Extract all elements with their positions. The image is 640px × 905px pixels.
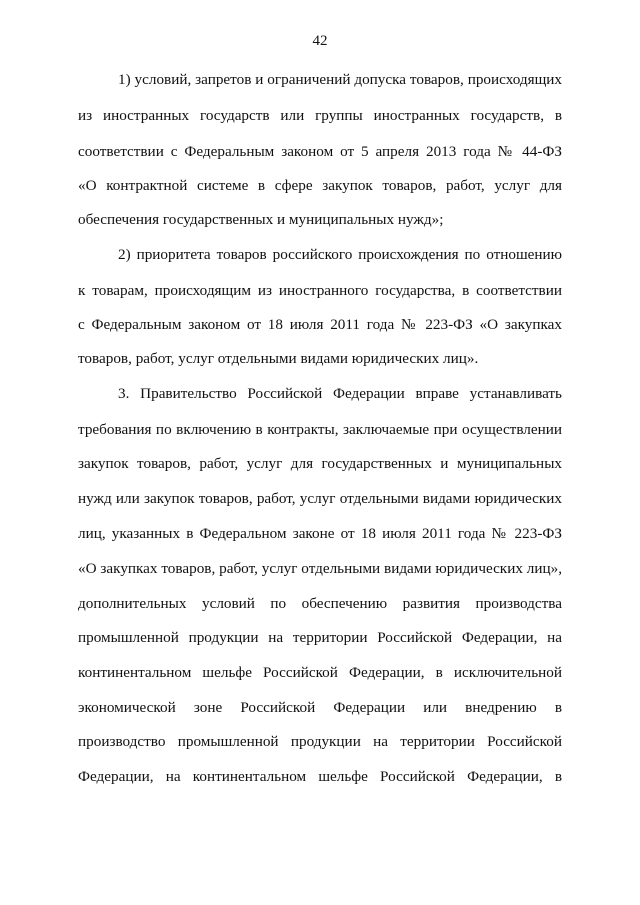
paragraph-1-line-1: 1) условий, запретов и ограничений допуска товаров, происходящих (118, 71, 562, 88)
paragraph-2-line-2: к товарам, происходящим из иностранного государства, в соответствии (78, 282, 562, 299)
paragraph-3-line-3: закупок товаров, работ, услуг для государственных и муниципальных (78, 455, 562, 472)
paragraph-2-line-3: с Федеральным законом от 18 июля 2011 года № 223-ФЗ «О закупках (78, 316, 562, 333)
paragraph-1-line-3: соответствии с Федеральным законом от 5 апреля 2013 года № 44-ФЗ (78, 143, 562, 160)
paragraph-3-line-4: нужд или закупок товаров, работ, услуг отдельными видами юридических (78, 490, 562, 507)
paragraph-2-line-4: товаров, работ, услуг отдельными видами юридических лиц». (78, 350, 479, 367)
paragraph-3-line-7: дополнительных условий по обеспечению развития производства (78, 595, 562, 612)
paragraph-3-line-10: экономической зоне Российской Федерации или внедрению в (78, 699, 562, 716)
paragraph-3-line-12: Федерации, на континентальном шельфе Российской Федерации, в (78, 768, 562, 785)
paragraph-3-line-1: 3. Правительство Российской Федерации вправе устанавливать (118, 385, 562, 402)
page-number: 42 (312, 33, 328, 49)
paragraph-3-line-2: требования по включению в контракты, заключаемые при осуществлении (78, 421, 562, 438)
paragraph-3-line-11: производство промышленной продукции на территории Российской (78, 733, 562, 750)
paragraph-3-line-6: «О закупках товаров, работ, услуг отдельными видами юридических лиц», (78, 560, 562, 577)
paragraph-2-line-1: 2) приоритета товаров российского происхождения по отношению (118, 246, 562, 263)
paragraph-1-line-2: из иностранных государств или группы иностранных государств, в (78, 107, 562, 124)
paragraph-3-line-5: лиц, указанных в Федеральном законе от 18 июля 2011 года № 223-ФЗ (78, 525, 562, 542)
paragraph-3-line-8: промышленной продукции на территории Российской Федерации, на (78, 629, 562, 646)
paragraph-3-line-9: континентальном шельфе Российской Федерации, в исключительной (78, 664, 562, 681)
paragraph-1-line-4: «О контрактной системе в сфере закупок товаров, работ, услуг для (78, 177, 562, 194)
paragraph-1-line-5: обеспечения государственных и муниципальных нужд»; (78, 211, 444, 228)
